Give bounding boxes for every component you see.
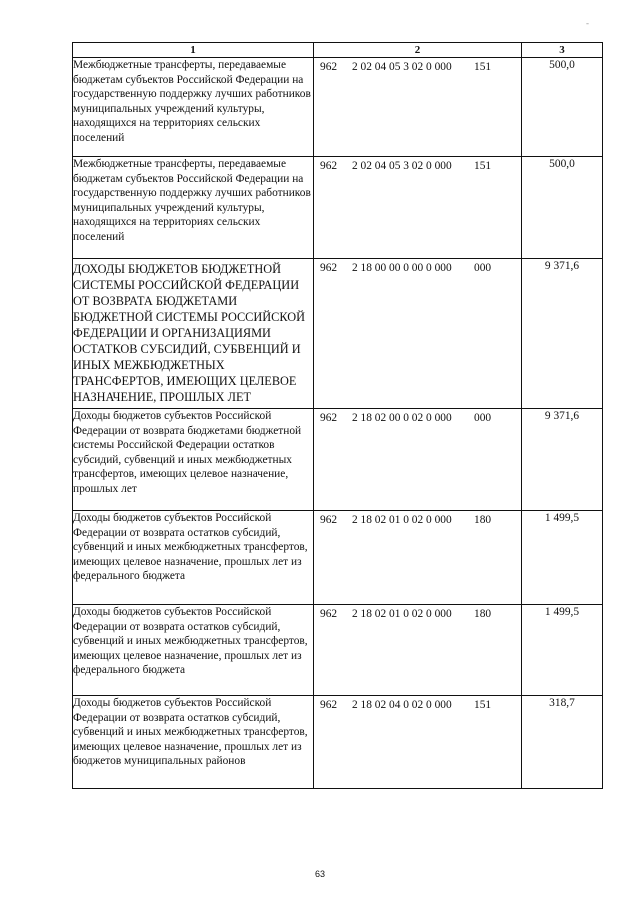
corner-mark: - — [586, 18, 589, 28]
budget-classification-code: 2 18 02 01 0 02 0 000 — [352, 608, 452, 620]
row-name-cell: Доходы бюджетов субъектов Российской Федерации от возврата остатков субсидий, субвенций и иных межбюджетных трансфертов, имеющих целевое назначение, прошлых лет из федерального бюджета — [73, 605, 314, 696]
revenue-type-code: 151 — [474, 160, 492, 172]
table-row — [73, 259, 603, 409]
row-amount-cell: 318,7 — [522, 696, 603, 789]
admin-code: 962 — [320, 160, 338, 172]
row-name-cell: Доходы бюджетов субъектов Российской Федерации от возврата остатков субсидий, субвенций и иных межбюджетных трансфертов, имеющих целевое назначение, прошлых лет из федерального бюджета — [73, 511, 314, 605]
revenue-type-code: 180 — [474, 514, 492, 526]
admin-code: 962 — [320, 61, 338, 73]
budget-classification-code: 2 18 02 01 0 02 0 000 — [352, 514, 452, 526]
row-amount-cell: 500,0 — [522, 58, 603, 157]
budget-classification-code: 2 18 02 00 0 02 0 000 — [352, 412, 452, 424]
column-header-1: 1 — [73, 43, 314, 58]
row-code-cell — [314, 696, 522, 789]
row-amount-cell: 500,0 — [522, 157, 603, 259]
revenue-type-code: 000 — [474, 262, 492, 274]
page-number: 63 — [314, 869, 325, 879]
table-row — [73, 511, 603, 605]
admin-code: 962 — [320, 514, 338, 526]
table-row — [73, 409, 603, 511]
row-name-cell: Межбюджетные трансферты, передаваемые бюджетам субъектов Российской Федерации на государственную поддержку лучших работников муниципальных учреждений культуры, находящихся на территориях сельских поселений — [73, 157, 314, 259]
budget-classification-code: 2 18 02 04 0 02 0 000 — [352, 699, 452, 711]
column-header-2: 2 — [314, 43, 522, 58]
admin-code: 962 — [320, 699, 338, 711]
row-code-cell — [314, 605, 522, 696]
table-row — [73, 157, 603, 259]
table-row — [73, 696, 603, 789]
row-amount-cell: 1 499,5 — [522, 511, 603, 605]
row-code-cell — [314, 259, 522, 409]
row-name-cell: Межбюджетные трансферты, передаваемые бюджетам субъектов Российской Федерации на государственную поддержку лучших работников муниципальных учреждений культуры, находящихся на территориях сельских поселений — [73, 58, 314, 157]
row-code-cell — [314, 157, 522, 259]
admin-code: 962 — [320, 412, 338, 424]
row-amount-cell: 1 499,5 — [522, 605, 603, 696]
column-header-3: 3 — [522, 43, 603, 58]
revenue-type-code: 151 — [474, 699, 492, 711]
row-amount-cell: 9 371,6 — [522, 409, 603, 511]
row-name-cell: Доходы бюджетов субъектов Российской Федерации от возврата бюджетами бюджетной системы Российской Федерации остатков субсидий, субвенций и иных межбюджетных трансфертов, имеющих целевое назначение, прошлых лет — [73, 409, 314, 511]
budget-revenue-table — [72, 42, 603, 789]
row-code-cell — [314, 58, 522, 157]
budget-classification-code: 2 02 04 05 3 02 0 000 — [352, 160, 452, 172]
row-name-cell: Доходы бюджетов субъектов Российской Федерации от возврата остатков субсидий, субвенций и иных межбюджетных трансфертов, имеющих целевое назначение, прошлых лет из бюджетов муниципальных районов — [73, 696, 314, 789]
row-name-cell: ДОХОДЫ БЮДЖЕТОВ БЮДЖЕТНОЙ СИСТЕМЫ РОССИЙСКОЙ ФЕДЕРАЦИИ ОТ ВОЗВРАТА БЮДЖЕТАМИ БЮДЖЕТНОЙ СИСТЕМЫ РОССИЙСКОЙ ФЕДЕРАЦИИ И ОРГАНИЗАЦИЯМИ ОСТАТКОВ СУБСИДИЙ, СУБВЕНЦИЙ И ИНЫХ МЕЖБЮДЖЕТНЫХ ТРАНСФЕРТОВ, ИМЕЮЩИХ ЦЕЛЕВОЕ НАЗНАЧЕНИЕ, ПРОШЛЫХ ЛЕТ — [73, 259, 314, 409]
table-row — [73, 605, 603, 696]
revenue-type-code: 000 — [474, 412, 492, 424]
table-header-row — [73, 43, 603, 58]
table-row — [73, 58, 603, 157]
admin-code: 962 — [320, 262, 338, 274]
revenue-type-code: 151 — [474, 61, 492, 73]
row-amount-cell: 9 371,6 — [522, 259, 603, 409]
budget-classification-code: 2 18 00 00 0 00 0 000 — [352, 262, 452, 274]
admin-code: 962 — [320, 608, 338, 620]
budget-classification-code: 2 02 04 05 3 02 0 000 — [352, 61, 452, 73]
revenue-type-code: 180 — [474, 608, 492, 620]
row-code-cell — [314, 511, 522, 605]
row-code-cell — [314, 409, 522, 511]
